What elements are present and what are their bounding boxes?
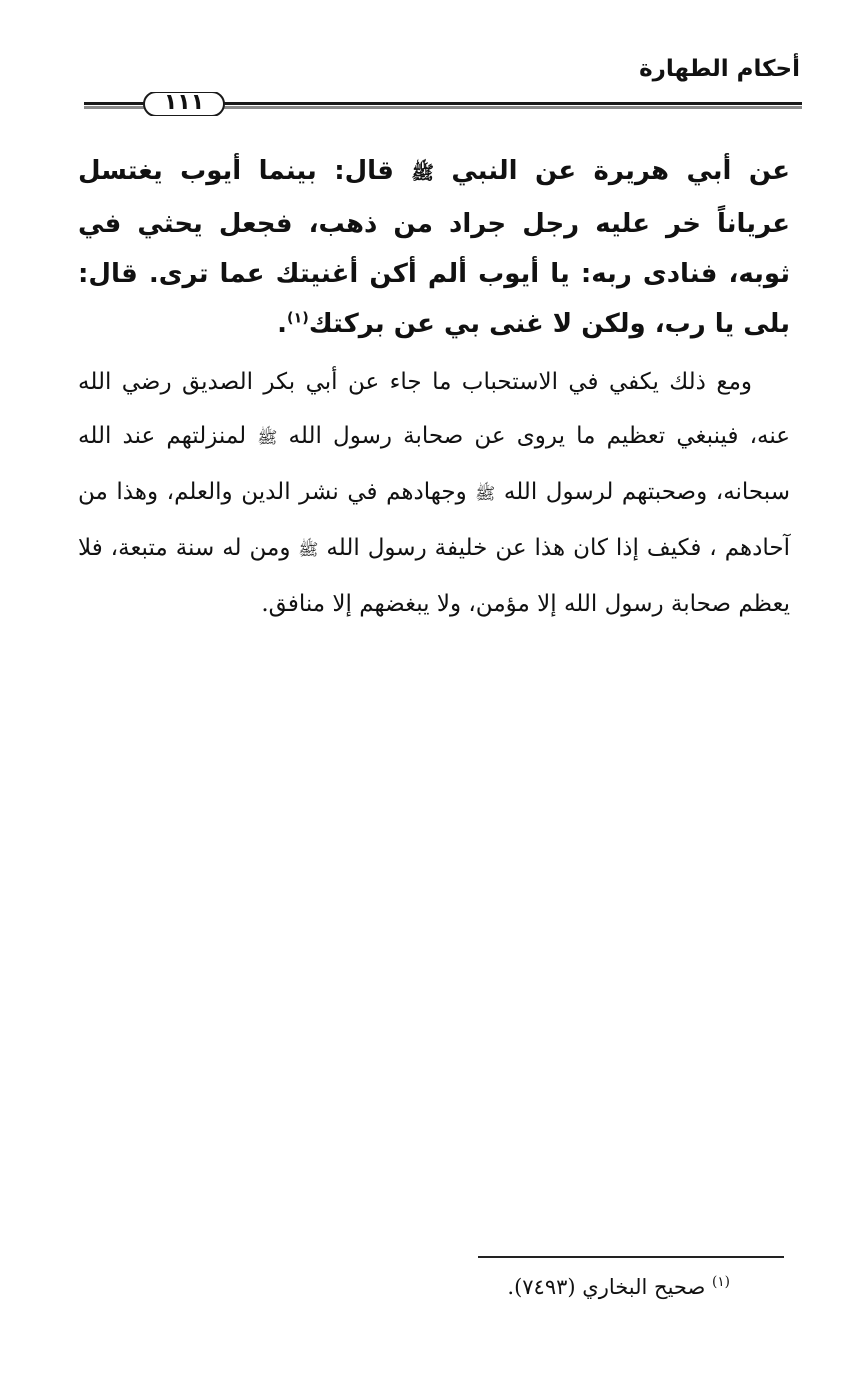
hadith-text-part: عن أبي هريرة عن النبي bbox=[451, 156, 790, 186]
footnote-separator bbox=[478, 1256, 784, 1258]
footnote-mark: (١) bbox=[712, 1274, 730, 1290]
hadith-end-mark: . bbox=[277, 309, 287, 339]
page-number: ١١١ bbox=[163, 90, 205, 115]
salawat-symbol: ﷺ bbox=[298, 540, 319, 559]
commentary-text-part: ومن له سنة متبعة، فلا يعظم صحابة رسول الله إلا مؤمن، ولا يبغضهم إلا منافق. bbox=[78, 535, 790, 617]
hadith-text-part: قال: بينما أيوب يغتسل عرياناً خر عليه رجل جراد من ذهب، فجعل يحثي في ثوبه، فنادى ربه: يا أيوب ألم أكن أغنيتك عما ترى. قال: بلى يا رب، ولكن لا غنى بي عن بركتك bbox=[78, 156, 790, 339]
footnote-reference[interactable]: (١) bbox=[286, 310, 309, 327]
footnote bbox=[507, 1274, 730, 1299]
commentary-text-part: ومع ذلك يكفي في الاستحباب ما جاء عن أبي بكر الصديق رضي الله عنه، فينبغي تعظيم ما يروى عن صحابة رسول الله bbox=[78, 369, 791, 449]
commentary-text-part: لمنزلتهم عند الله سبحانه، وصحبتهم لرسول الله bbox=[78, 423, 790, 505]
commentary-text-part: وجهادهم في نشر الدين والعلم، وهذا من آحادهم ، فكيف إذا كان هذا عن خليفة رسول الله bbox=[78, 479, 790, 561]
salawat-symbol: ﷺ bbox=[475, 484, 496, 503]
commentary-paragraph bbox=[78, 355, 790, 631]
main-text bbox=[78, 146, 790, 631]
salawat-symbol: ﷺ bbox=[411, 163, 434, 184]
footnote-text: صحيح البخاري (٧٤٩٣). bbox=[507, 1275, 706, 1299]
salawat-symbol: ﷺ bbox=[257, 428, 278, 447]
running-title: أحكام الطهارة bbox=[639, 56, 800, 82]
hadith-paragraph bbox=[78, 146, 790, 349]
